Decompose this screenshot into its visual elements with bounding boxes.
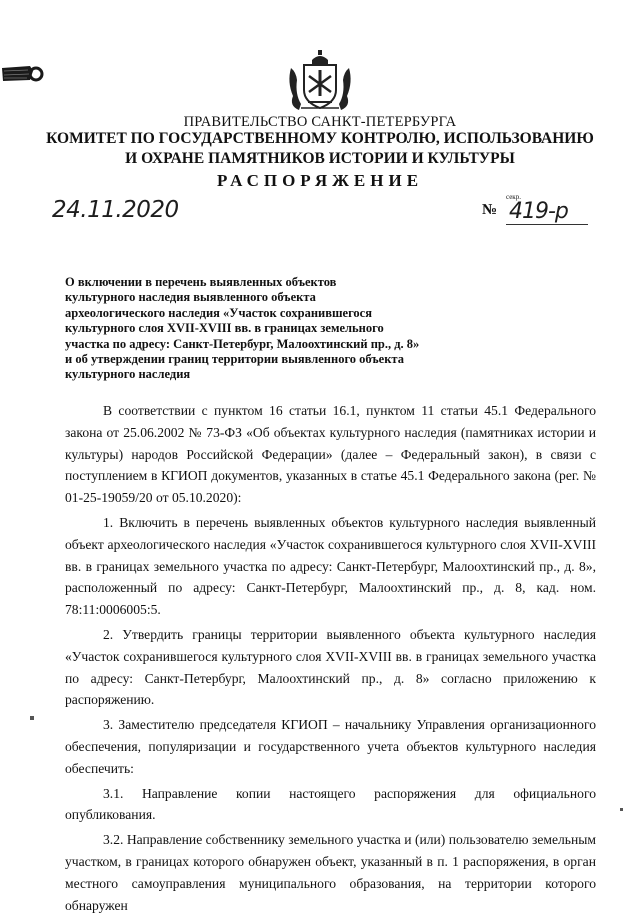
committee-title-line2: И ОХРАНЕ ПАМЯТНИКОВ ИСТОРИИ И КУЛЬТУРЫ <box>125 150 515 167</box>
registration-stamp-icon <box>0 62 46 86</box>
clause-3-1: 3.1. Направление копии настоящего распоряжения для официального опубликования. <box>65 785 596 823</box>
subject-line: и об утверждении границ территории выявленного объекта <box>65 352 404 367</box>
subject-line: культурного наследия <box>65 367 191 382</box>
government-title: ПРАВИТЕЛЬСТВО САНКТ-ПЕТЕРБУРГА <box>183 114 457 130</box>
scan-mark <box>30 716 34 720</box>
intro-paragraph: В соответствии с пунктом 16 статьи 16.1, пунктом 11 статьи 45.1 Федерального закона от 25.06.2002 № 73-ФЗ «Об объектах культурного наследия (памятниках истории и культуры) народов Российской Федерации» (далее – Федеральный закон), в связи с поступлением в КГИОП документов, указанных в статье 45.1 Федерального закона (рег. № 01-25-19059/20 от 05.10.2020): <box>65 403 596 506</box>
clause-2: 2. Утвердить границы территории выявленного объекта культурного наследия «Участок сохранившегося культурного слоя XVII-XVIII вв. в границах земельного участка по адресу: Санкт-Петербург, Малоохтинский пр., д. 8» согласно приложению к распоряжению. <box>65 626 596 708</box>
clause-1: 1. Включить в перечень выявленных объектов культурного наследия выявленный объект археологического наследия «Участок сохранившегося культурного слоя XVII-XVIII вв. в границах земельного участка по адресу: Санкт-Петербург, Малоохтинский пр., д. 8», расположенный по адресу: Санкт-Петербург, Малоохтинский пр., д. 8, кад. ном. 78:11:0006005:5. <box>65 514 596 618</box>
subject-line: культурного слоя XVII-XVIII вв. в границах земельного <box>65 321 384 336</box>
handwritten-number: 419-р <box>509 199 568 224</box>
subject-line: участка по адресу: Санкт-Петербург, Малоохтинский пр., д. 8» <box>65 336 420 351</box>
clause-3-2: 3.2. Направление собственнику земельного участка и (или) пользователю земельным участком, в границах которого обнаружен объект, указанный в п. 1 распоряжения, в орган местного самоуправления муниципального образования, на территории которого обнаружен <box>65 832 596 913</box>
subject-block <box>65 275 465 383</box>
subject-line: культурного наследия выявленного объекта <box>65 290 316 305</box>
document-body <box>65 400 596 919</box>
scan-mark <box>620 808 623 811</box>
clause-3: 3. Заместителю председателя КГИОП – начальнику Управления организационного обеспечения, популяризации и государственного учета объектов культурного наследия обеспечить: <box>65 717 596 776</box>
number-underline <box>506 224 588 225</box>
subject-line: О включении в перечень выявленных объектов <box>65 275 337 289</box>
subject-line: археологического наследия «Участок сохранившегося <box>65 305 372 320</box>
committee-title-line1: КОМИТЕТ ПО ГОСУДАРСТВЕННОМУ КОНТРОЛЮ, ИСПОЛЬЗОВАНИЮ <box>46 130 594 147</box>
number-sign: № <box>482 202 498 218</box>
document-type-title: РАСПОРЯЖЕНИЕ <box>216 171 424 190</box>
handwritten-date: 24.11.2020 <box>52 197 179 223</box>
number-note: секр. <box>506 193 521 201</box>
coat-of-arms-emblem-icon <box>287 50 353 112</box>
